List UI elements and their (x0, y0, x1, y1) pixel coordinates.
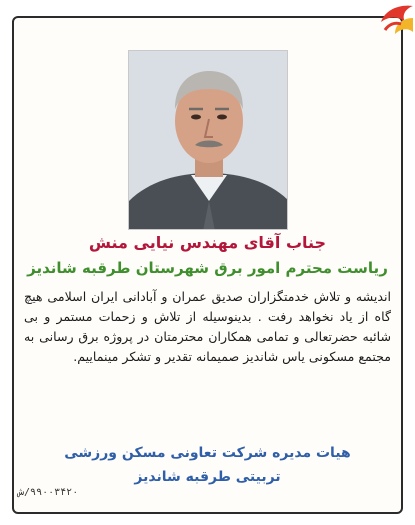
honoree-name: جناب آقای مهندس نیایی منش (88, 233, 327, 252)
corner-ornament-icon (355, 0, 415, 60)
portrait-photo (128, 50, 288, 230)
ad-code: ۹۹۰۰۳۴۲۰/ش (18, 487, 79, 498)
signature-line-1: هیات مدیره شرکت تعاونی مسکن ورزشی (64, 445, 351, 461)
appreciation-message: اندیشه و تلاش خدمتگزاران صدیق عمران و آبادانی ایران اسلامی هیچ گاه از یاد نخواهد رفت . بدینوسیله از تلاش و زحمات مستمر و بی شائبه حضرتعالی و تمامی همکاران محترمتان در پروژه برق رسانی به مجتمع مسکونی یاس شاندیز صمیمانه تقدیر و تشکر مینماییم. (24, 289, 391, 364)
signature-line-2: تربیتی طرقبه شاندیز (134, 469, 281, 485)
honoree-position: ریاست محترم امور برق شهرستان طرقبه شاندیز (27, 259, 388, 277)
